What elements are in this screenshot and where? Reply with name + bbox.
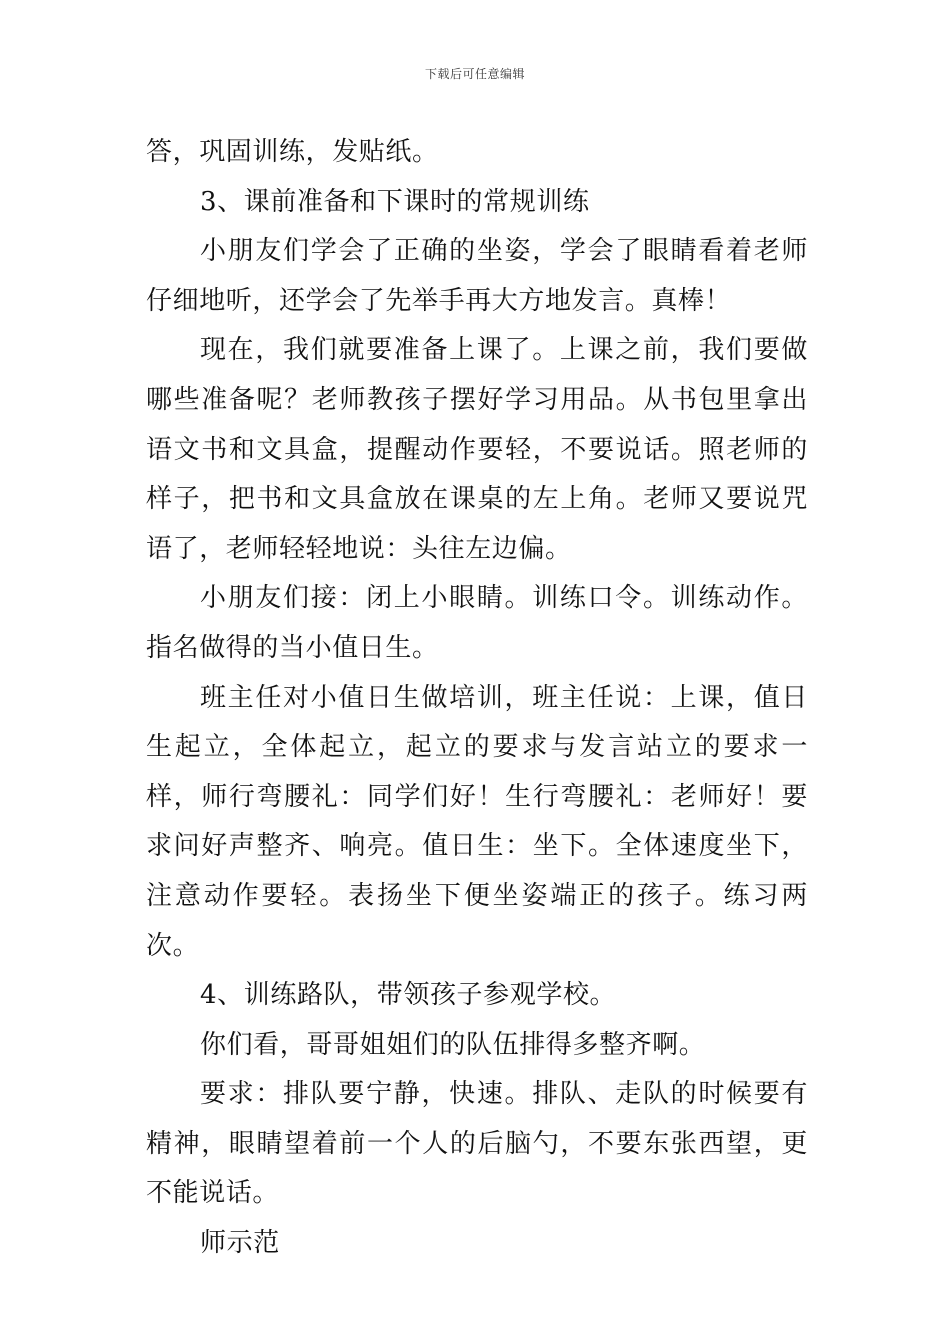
paragraph-section-3-heading: 3、课前准备和下课时的常规训练 — [200, 186, 590, 217]
paragraph: 小朋友们学会了正确的坐姿，学会了眼睛看着老师仔细地听，还学会了先举手再大方地发言。真棒！ — [146, 236, 808, 316]
paragraph: 你们看，哥哥姐姐们的队伍排得多整齐啊。 — [200, 1029, 706, 1060]
paragraph: 小朋友们接：闭上小眼睛。训练口令。训练动作。指名做得的当小值日生。 — [146, 583, 808, 663]
page-header-note: 下载后可任意编辑 — [424, 67, 525, 81]
paragraph-section-4-heading: 4、训练路队，带领孩子参观学校。 — [200, 980, 617, 1011]
paragraph: 现在，我们就要准备上课了。上课之前，我们要做哪些准备呢？老师教孩子摆好学习用品。从书包里拿出语文书和文具盒，提醒动作要轻，不要说话。照老师的样子，把书和文具盒放在课桌的左上角。老师又要说咒语了，老师轻轻地说：头往左边偏。 — [146, 335, 808, 564]
paragraph: 要求：排队要宁静，快速。排队、走队的时候要有精神，眼睛望着前一个人的后脑勺，不要东张西望，更不能说话。 — [146, 1079, 808, 1209]
document-body — [146, 128, 808, 1269]
paragraph-continuation: 答，巩固训练，发贴纸。 — [146, 137, 439, 167]
paragraph: 班主任对小值日生做培训，班主任说：上课，值日生起立，全体起立，起立的要求与发言站立的要求一样，师行弯腰礼：同学们好！生行弯腰礼：老师好！要求问好声整齐、响亮。值日生：坐下。全体速度坐下，注意动作要轻。表扬坐下便坐姿端正的孩子。练习两次。 — [146, 682, 808, 961]
paragraph: 师示范 — [200, 1228, 280, 1259]
